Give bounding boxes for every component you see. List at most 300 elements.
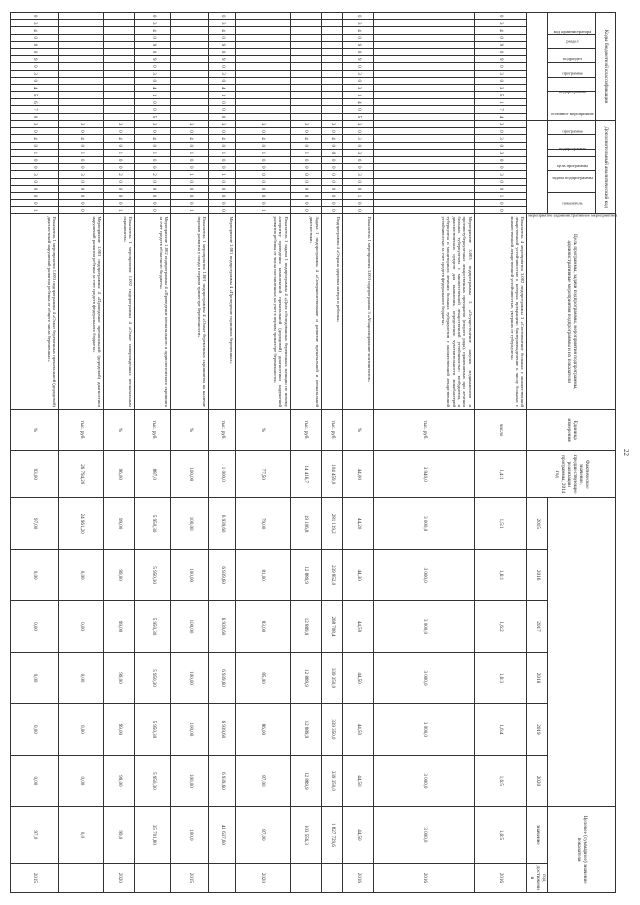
year-value: 85,00 [235,652,290,703]
budget-code-digit: 7 [11,106,59,113]
budget-code-digit: 3 [135,70,171,77]
extra-code-digit: 1 [104,207,135,214]
final-value: 3 000,0 [374,807,474,864]
year-value: 100,00 [171,601,209,652]
budget-code-digit [58,70,103,77]
extra-code-digit: 0 [209,164,235,171]
code-part-header: подпрограмма [548,77,596,91]
budget-code-digit: 4 [209,84,235,91]
extra-code-digit: 3 [209,121,235,128]
budget-code-digit: 0 [135,48,171,55]
budget-code-digit: 3 [343,84,374,91]
year-value: 3 000,0 [374,652,474,703]
budget-code-digit: 3 [11,20,59,27]
year-value: 1,5:1 [474,498,527,549]
year-value: 3 000,0 [374,601,474,652]
year-value: 24 961,20 [58,498,103,549]
row-unit: тыс. руб. [135,409,171,450]
extra-code-digit: 0 [343,200,374,207]
budget-code-digit [104,99,135,106]
budget-code-digit [104,41,135,48]
row-name: Показатель 1 задачи 1 подпрограммы 4 «Доля обследованных беременных женщин по новому алгоритму проведения комплексной пренатальной (дородовой) диагностики нарушений развития ребенка от числа поставленных на учет в первом триместре беременности» [235,214,290,409]
year-value: 100,00 [171,652,209,703]
budget-code-digit: 3 [11,70,59,77]
budget-code-digit [58,84,103,91]
blank-cell [527,13,548,121]
extra-code-digit: 2 [135,171,171,178]
extra-code-digit: 0 [135,142,171,149]
extra-code-digit: 1 [474,192,527,199]
extra-code-digit: 0 [11,142,59,149]
extra-code-digit: 1 [171,149,209,156]
budget-code-digit [58,34,103,41]
budget-code-digit [171,34,209,41]
extra-part-header: показатель [548,192,596,214]
budget-code-digit [171,70,209,77]
year-value: 5 950,30 [135,755,171,806]
budget-code-digit [235,106,290,113]
table-row [171,13,209,893]
extra-code-digit: 0 [235,142,290,149]
year-value: 3 000,0 [374,755,474,806]
extra-code-digit: 0 [58,142,103,149]
budget-code-digit [58,41,103,48]
extra-code-digit: 0 [58,178,103,185]
budget-code-digit [104,70,135,77]
budget-code-digit [171,92,209,99]
row-actual: 3 940,0 [374,451,474,498]
budget-code-digit: 0 [135,13,171,20]
row-actual: 14 416,7 [290,451,321,498]
budget-code-digit [321,70,343,77]
budget-code-digit [321,20,343,27]
budget-code-digit [58,77,103,84]
extra-code-digit: 0 [135,192,171,199]
extra-code-digit: 1 [209,171,235,178]
extra-code-digit: 1 [343,192,374,199]
year-value: 0,00 [58,549,103,600]
extra-code-digit: 1 [209,149,235,156]
year-value: 12 889,9 [290,704,321,755]
budget-code-digit: 3 [343,70,374,77]
extra-code-digit: 0 [290,207,321,214]
row-name: Мероприятие 3.003 подпрограммы 3 «Осуществление закупок медикаментов и противотуберкулезных лекарственных препаратов (второго ряда), применяемых при лечении больных туберкулезом с множественной лекарственной устойчивостью возбудителя, и диагностических средств для выявления, определения чувствительности микобактерий туберкулеза и мониторинга лечения больных туберкулезом с множественной лекарственной устойчивостью за счет средств федерального бюджета» [374,214,474,409]
extra-code-digit: 2 [104,171,135,178]
extra-code-digit: 1 [135,149,171,156]
year-value: 6 939,60 [209,601,235,652]
table-row [474,13,527,893]
budget-code-digit: 5 [135,113,171,120]
extra-code-digit: 0 [343,156,374,163]
row-actual: 77,50 [235,451,290,498]
extra-code-digit [374,128,474,135]
budget-code-digit: 3 [474,84,527,91]
extra-code-digit: 0 [11,200,59,207]
budget-code-digit [321,84,343,91]
extra-code-digit: 0 [321,156,343,163]
year-value: 100,00 [171,704,209,755]
budget-code-digit [104,84,135,91]
budget-code-digit [290,34,321,41]
budget-code-digit [374,84,474,91]
budget-code-digit: 4 [135,84,171,91]
extra-code-digit: 3 [343,135,374,142]
year-value: 44,50 [343,704,374,755]
year-value: 0,00 [11,652,59,703]
extra-code-digit: 0 [290,192,321,199]
extra-code-digit: 0 [321,185,343,192]
extra-code-digit: 0 [321,192,343,199]
budget-code-digit: 9 [343,41,374,48]
final-value: 35 701,80 [135,807,171,864]
table-row [11,13,59,893]
final-year [290,863,321,892]
budget-code-digit [321,34,343,41]
extra-code-digit: 0 [343,128,374,135]
extra-code-digit: 0 [474,207,527,214]
extra-code-digit: 0 [58,192,103,199]
extra-code-digit: 3 [321,121,343,128]
row-unit: тыс. руб. [58,409,103,450]
extra-code-digit: 0 [474,156,527,163]
year-value: 0,00 [11,704,59,755]
year-value: 5 950,30 [135,549,171,600]
extra-code-digit: 0 [474,142,527,149]
budget-code-digit [235,63,290,70]
blank-cell [527,121,548,214]
final-year: 2016 [374,863,474,892]
budget-code-digit [235,92,290,99]
extra-code-digit: 0 [474,200,527,207]
table-row [374,13,474,893]
extra-code-digit [374,171,474,178]
year-value: 0,00 [11,601,59,652]
row-actual: 1 000,0 [209,451,235,498]
extra-code-digit: 0 [343,164,374,171]
budget-code-digit: 4 [135,27,171,34]
budget-code-digit [374,48,474,55]
year-value: 12 889,9 [290,652,321,703]
extra-code-digit: 4 [104,135,135,142]
budget-code-digit [235,41,290,48]
extra-code-digit: 0 [209,185,235,192]
final-year [209,863,235,892]
extra-code-digit: 3 [474,135,527,142]
budget-code-digit: 0 [474,63,527,70]
extra-code-digit: 0 [135,156,171,163]
budget-code-digit [321,113,343,120]
extra-code-digit: 0 [171,192,209,199]
budget-code-digit [321,106,343,113]
year-value: 339 350,0 [321,755,343,806]
final-value: 103 556,3 [290,807,321,864]
row-name: Подпрограмма 4 «Охрана здоровья матери и ребенка» [321,214,343,409]
table-row [209,13,235,893]
budget-code-digit: 4 [209,27,235,34]
budget-code-digit [171,106,209,113]
budget-code-digit [290,13,321,20]
budget-code-digit [374,70,474,77]
year-value: 12 889,9 [290,549,321,600]
year-value: 0,00 [11,755,59,806]
budget-code-digit [374,92,474,99]
year-value: 99,00 [104,549,135,600]
final-value: 44,50 [343,807,374,864]
final-value: 1 827 729,6 [321,807,343,864]
extra-code-digit: 1 [104,149,135,156]
final-year [58,863,103,892]
extra-code-digit: 0 [321,142,343,149]
final-value: 100,0 [171,807,209,864]
budget-code-digit [58,63,103,70]
budget-code-digit: 3 [135,20,171,27]
final-year: 2015 [171,863,209,892]
extra-code-digit: 4 [290,135,321,142]
code-part-header: код администратора [548,13,596,35]
year-value: 81,00 [235,549,290,600]
extra-code-digit [374,121,474,128]
year-value: 3 000,0 [374,549,474,600]
extra-code-header: Дополнительный аналитический код [596,121,616,214]
budget-code-digit: 0 [135,99,171,106]
year-value: 99,00 [104,652,135,703]
extra-code-digit: 0 [171,200,209,207]
budget-code-digit: 3 [343,20,374,27]
extra-code-digit: 3 [58,171,103,178]
extra-code-digit: 1 [58,149,103,156]
budget-code-digit: 3 [209,20,235,27]
row-name: Мероприятие 1.003 подпрограммы 4 «Проведение пренатальной (дородовой) диагностики нарушений развития ребенка за счет средств федерального бюджета» [58,214,103,409]
budget-code-digit: 0 [11,13,59,20]
budget-code-digit: 6 [11,99,59,106]
extra-code-digit: 1 [290,149,321,156]
budget-code-digit [290,106,321,113]
table-row [58,13,103,893]
budget-code-digit: 5 [11,92,59,99]
budget-code-digit: 0 [11,77,59,84]
final-header: Целевое (суммарное) значение показателя [548,807,616,893]
budget-code-digit: 1 [474,99,527,106]
extra-code-digit: 4 [171,135,209,142]
budget-code-digit [374,13,474,20]
extra-code-digit: 0 [171,142,209,149]
extra-code-digit: 1 [171,171,209,178]
budget-code-digit [235,20,290,27]
extra-code-digit: 0 [235,164,290,171]
budget-code-digit [58,92,103,99]
year-value: 44,30 [343,549,374,600]
final-value: 1,6:5 [474,807,527,864]
budget-code-digit: 3 [474,20,527,27]
budget-code-digit [104,27,135,34]
budget-code-digit: 9 [11,41,59,48]
extra-code-digit: 0 [290,178,321,185]
extra-code-digit: 3 [290,121,321,128]
extra-code-digit: 0 [321,164,343,171]
extra-code-digit: 0 [321,149,343,156]
budget-code-digit: 0 [343,13,374,20]
budget-code-digit: 0 [209,106,235,113]
extra-code-digit: 4 [135,135,171,142]
row-actual: 44,00 [343,451,374,498]
extra-code-digit: 0 [209,156,235,163]
extra-code-digit: 0 [321,128,343,135]
extra-code-digit: 0 [290,128,321,135]
unit-header: Единица измерения [527,409,616,450]
year-value: 44,50 [343,601,374,652]
extra-code-digit: 0 [343,185,374,192]
extra-code-digit: 4 [321,135,343,142]
budget-code-digit [290,41,321,48]
extra-code-digit [374,149,474,156]
year-value: 339 350,0 [321,704,343,755]
extra-part-header: цель программы [548,149,596,156]
budget-code-digit: 0 [474,77,527,84]
extra-code-digit: 1 [11,207,59,214]
final-value: 0,0 [58,807,103,864]
year-value: 5 950,30 [135,652,171,703]
table-row [235,13,290,893]
budget-code-digit [235,70,290,77]
budget-code-digit: 5 [474,92,527,99]
table-row [104,13,135,893]
year-value: 44,20 [343,498,374,549]
extra-code-digit: 0 [290,142,321,149]
extra-code-digit: 0 [235,171,290,178]
budget-code-digit [104,48,135,55]
year-value: 1,6:4 [474,704,527,755]
year-value: 100,00 [171,498,209,549]
row-name: Задача 1 подпрограммы 4 «Совершенствование и развитие пренатальной и неонатальной диагностики» [290,214,321,409]
budget-code-digit [58,13,103,20]
year-value: 5 950,30 [135,704,171,755]
row-unit: % [235,409,290,450]
extra-code-digit: 3 [474,121,527,128]
row-unit: тыс. руб. [321,409,343,450]
extra-code-digit: 0 [474,185,527,192]
budget-code-digit [374,99,474,106]
budget-code-digit: 0 [209,13,235,20]
row-actual: 104 459,0 [321,451,343,498]
budget-code-digit [171,41,209,48]
extra-code-digit: 0 [11,192,59,199]
budget-code-digit: 0 [343,106,374,113]
extra-code-digit [374,156,474,163]
budget-code-digit [171,63,209,70]
budget-code-digit: 0 [11,113,59,120]
extra-code-digit: 0 [58,207,103,214]
row-unit: число [474,409,527,450]
extra-code-digit: 3 [343,149,374,156]
year-value: 44,50 [343,755,374,806]
extra-code-digit [374,207,474,214]
extra-code-digit: 0 [290,164,321,171]
row-unit: % [104,409,135,450]
extra-code-digit: 0 [11,178,59,185]
extra-code-digit: 0 [321,178,343,185]
extra-code-digit: 0 [58,156,103,163]
extra-code-digit: 0 [290,185,321,192]
year-value: 1,6:3 [474,652,527,703]
year-header: 2015 [527,498,548,549]
budget-code-digit [171,13,209,20]
budget-code-digit [321,41,343,48]
budget-code-digit [58,27,103,34]
year-value: 0,00 [58,601,103,652]
row-actual: 93,00 [11,451,59,498]
budget-code-digit: 0 [11,63,59,70]
extra-code-digit: 0 [209,200,235,207]
extra-code-digit: 0 [11,128,59,135]
extra-code-digit: 0 [58,164,103,171]
budget-code-digit [58,113,103,120]
final-year: 2020 [235,863,290,892]
budget-code-digit: 1 [343,92,374,99]
budget-code-digit [235,113,290,120]
budget-code-digit [321,99,343,106]
budget-code-digit: 0 [343,34,374,41]
budget-code-digit [58,48,103,55]
extra-code-digit: 3 [11,171,59,178]
budget-code-digit [104,20,135,27]
row-actual: 887,0 [135,451,171,498]
budget-code-digit [290,70,321,77]
extra-code-digit: 0 [321,207,343,214]
budget-code-digit [104,77,135,84]
final-year: 2016 [474,863,527,892]
extra-code-digit: 0 [209,178,235,185]
row-actual: 1,4:1 [474,451,527,498]
extra-code-digit: 0 [235,128,290,135]
extra-code-digit: 0 [135,185,171,192]
budget-code-digit [171,113,209,120]
extra-code-digit: 0 [171,128,209,135]
extra-code-digit: 0 [11,185,59,192]
budget-code-digit [235,27,290,34]
year-value: 12 889,9 [290,601,321,652]
budget-code-digit [290,84,321,91]
extra-code-digit: 0 [104,192,135,199]
year-value: 100,00 [171,755,209,806]
budget-code-digit: 4 [343,99,374,106]
budget-code-digit: 0 [474,48,527,55]
budget-code-digit [374,113,474,120]
extra-code-digit: 0 [104,156,135,163]
extra-code-digit: 1 [235,207,290,214]
row-unit: тыс. руб. [290,409,321,450]
final-value: 87,00 [235,807,290,864]
budget-code-digit: 0 [209,77,235,84]
year-value: 339 350,0 [321,652,343,703]
budget-code-digit [290,27,321,34]
budget-code-digit: 4 [474,27,527,34]
final-year: 2015 [11,863,59,892]
budget-code-digit: 9 [209,41,235,48]
budget-code-digit: 0 [135,77,171,84]
extra-code-digit: 4 [235,135,290,142]
budget-code-digit [321,13,343,20]
year-value: 97,00 [11,498,59,549]
year-header: 2016 [527,549,548,600]
budget-code-digit [290,63,321,70]
years-header [548,498,616,807]
budget-code-digit [58,56,103,63]
code-part-header: основное мероприятие [548,92,596,121]
extra-code-digit: 0 [58,185,103,192]
budget-code-digit [321,27,343,34]
year-value: 0,00 [11,549,59,600]
row-name: Показатель 1 мероприятия 1.001 подпрограммы 4 «Охват беременных скринингом на наличие пороков развития у плода в первом триместре беременности» [171,214,209,409]
